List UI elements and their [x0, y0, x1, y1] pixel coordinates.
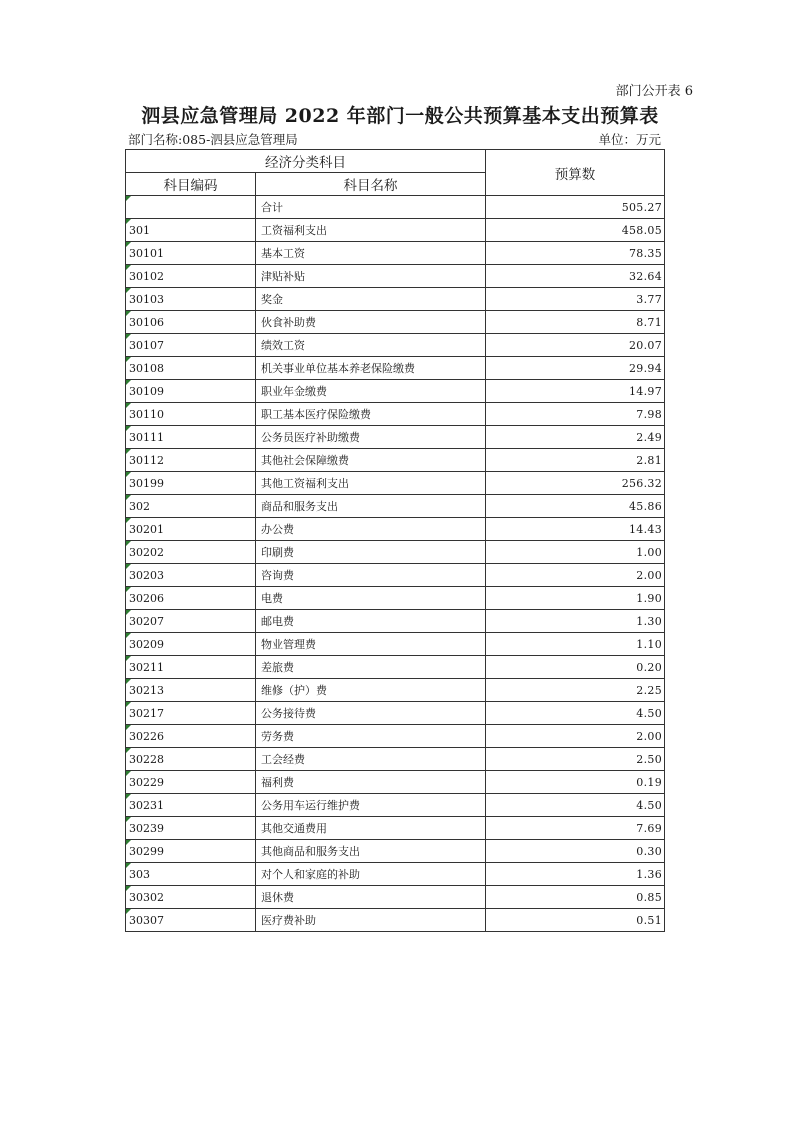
subject-name-cell: 公务员医疗补助缴费 — [256, 426, 486, 449]
table-row — [126, 771, 665, 794]
subject-code-cell: 30299 — [126, 840, 256, 863]
subject-code-cell: 30239 — [126, 817, 256, 840]
budget-table — [125, 149, 665, 932]
subject-code-cell: 30226 — [126, 725, 256, 748]
table-row — [126, 380, 665, 403]
subject-code-cell: 303 — [126, 863, 256, 886]
table-row — [126, 748, 665, 771]
budget-amount-cell: 2.81 — [486, 449, 665, 472]
subject-code-cell: 30213 — [126, 679, 256, 702]
subject-code-cell: 30229 — [126, 771, 256, 794]
budget-amount-cell: 2.25 — [486, 679, 665, 702]
subject-code-cell: 30111 — [126, 426, 256, 449]
table-row — [126, 196, 665, 219]
subject-name-cell: 机关事业单位基本养老保险缴费 — [256, 357, 486, 380]
table-row — [126, 541, 665, 564]
department-name: 部门名称:085-泗县应急管理局 — [128, 132, 298, 147]
table-row — [126, 219, 665, 242]
subject-name-cell: 劳务费 — [256, 725, 486, 748]
subject-name-cell: 工资福利支出 — [256, 219, 486, 242]
budget-amount-cell: 1.36 — [486, 863, 665, 886]
subject-name-cell: 商品和服务支出 — [256, 495, 486, 518]
subject-code-cell: 30201 — [126, 518, 256, 541]
table-row — [126, 587, 665, 610]
subject-code-cell: 30307 — [126, 909, 256, 932]
table-body — [126, 196, 665, 932]
budget-amount-cell: 1.30 — [486, 610, 665, 633]
subject-name-cell: 公务用车运行维护费 — [256, 794, 486, 817]
subject-name-cell: 退休费 — [256, 886, 486, 909]
subject-name-cell: 公务接待费 — [256, 702, 486, 725]
subject-name-cell: 差旅费 — [256, 656, 486, 679]
table-row — [126, 564, 665, 587]
budget-amount-cell: 29.94 — [486, 357, 665, 380]
subject-name-cell: 工会经费 — [256, 748, 486, 771]
subject-name-cell: 维修（护）费 — [256, 679, 486, 702]
budget-amount-cell: 2.00 — [486, 564, 665, 587]
subject-name-cell: 奖金 — [256, 288, 486, 311]
subject-name-cell: 印刷费 — [256, 541, 486, 564]
subject-name-cell: 职工基本医疗保险缴费 — [256, 403, 486, 426]
table-row — [126, 449, 665, 472]
subject-code-cell: 30112 — [126, 449, 256, 472]
table-row — [126, 702, 665, 725]
subject-code-cell: 30207 — [126, 610, 256, 633]
subject-name-cell: 其他交通费用 — [256, 817, 486, 840]
budget-amount-cell: 1.00 — [486, 541, 665, 564]
subject-code-cell: 30102 — [126, 265, 256, 288]
budget-amount-cell: 32.64 — [486, 265, 665, 288]
budget-amount-cell: 14.43 — [486, 518, 665, 541]
subject-code-cell: 30206 — [126, 587, 256, 610]
subject-name-cell: 其他商品和服务支出 — [256, 840, 486, 863]
table-row — [126, 909, 665, 932]
table-row — [126, 426, 665, 449]
table-row — [126, 334, 665, 357]
subject-code-cell: 30211 — [126, 656, 256, 679]
subject-name-cell: 绩效工资 — [256, 334, 486, 357]
table-row — [126, 633, 665, 656]
budget-amount-cell: 1.90 — [486, 587, 665, 610]
subject-name-cell: 电费 — [256, 587, 486, 610]
budget-amount-cell: 505.27 — [486, 196, 665, 219]
budget-amount-cell: 20.07 — [486, 334, 665, 357]
budget-amount-cell: 14.97 — [486, 380, 665, 403]
budget-amount-cell: 256.32 — [486, 472, 665, 495]
subject-name-cell: 医疗费补助 — [256, 909, 486, 932]
subject-code-cell: 30217 — [126, 702, 256, 725]
budget-amount-cell: 7.98 — [486, 403, 665, 426]
subject-name-cell: 咨询费 — [256, 564, 486, 587]
budget-amount-cell: 78.35 — [486, 242, 665, 265]
table-row — [126, 725, 665, 748]
subject-name-cell: 福利费 — [256, 771, 486, 794]
budget-amount-cell: 0.30 — [486, 840, 665, 863]
subject-code-cell: 30109 — [126, 380, 256, 403]
table-row — [126, 817, 665, 840]
subject-name-cell: 津贴补贴 — [256, 265, 486, 288]
budget-amount-cell: 3.77 — [486, 288, 665, 311]
budget-amount-cell: 2.50 — [486, 748, 665, 771]
budget-amount-cell: 0.20 — [486, 656, 665, 679]
table-row — [126, 840, 665, 863]
subject-name-cell: 基本工资 — [256, 242, 486, 265]
subject-code-cell: 30202 — [126, 541, 256, 564]
subject-name-cell: 对个人和家庭的补助 — [256, 863, 486, 886]
budget-amount-cell: 458.05 — [486, 219, 665, 242]
subject-code-cell: 30228 — [126, 748, 256, 771]
subject-code-cell: 30231 — [126, 794, 256, 817]
table-row — [126, 242, 665, 265]
subject-code-cell: 30203 — [126, 564, 256, 587]
budget-amount-cell: 0.51 — [486, 909, 665, 932]
subject-name-cell: 邮电费 — [256, 610, 486, 633]
subject-code-cell: 30106 — [126, 311, 256, 334]
subject-code-cell: 302 — [126, 495, 256, 518]
table-row — [126, 495, 665, 518]
subject-name-cell: 其他工资福利支出 — [256, 472, 486, 495]
table-number-label: 部门公开表 6 — [615, 84, 693, 99]
table-row — [126, 679, 665, 702]
table-row — [126, 357, 665, 380]
subject-name-cell: 合计 — [256, 196, 486, 219]
table-row — [126, 311, 665, 334]
subject-code-cell: 30302 — [126, 886, 256, 909]
budget-amount-cell: 4.50 — [486, 702, 665, 725]
budget-amount-cell: 0.85 — [486, 886, 665, 909]
table-row — [126, 518, 665, 541]
unit-label: 单位：万元 — [598, 132, 661, 147]
budget-amount-cell: 8.71 — [486, 311, 665, 334]
budget-amount-cell: 2.49 — [486, 426, 665, 449]
subject-name-cell: 其他社会保障缴费 — [256, 449, 486, 472]
budget-amount-cell: 4.50 — [486, 794, 665, 817]
subject-name-cell: 伙食补助费 — [256, 311, 486, 334]
header-subject-name: 科目名称 — [256, 173, 486, 196]
subject-name-cell: 办公费 — [256, 518, 486, 541]
budget-amount-cell: 45.86 — [486, 495, 665, 518]
table-row — [126, 794, 665, 817]
header-economic-classification: 经济分类科目 — [126, 150, 486, 173]
subject-code-cell: 30101 — [126, 242, 256, 265]
table-row — [126, 610, 665, 633]
subject-code-cell: 30107 — [126, 334, 256, 357]
table-row — [126, 863, 665, 886]
subject-code-cell: 30108 — [126, 357, 256, 380]
table-row — [126, 472, 665, 495]
table-meta — [128, 130, 663, 147]
table-row — [126, 265, 665, 288]
table-row — [126, 656, 665, 679]
table-row — [126, 288, 665, 311]
table-row — [126, 886, 665, 909]
budget-amount-cell: 7.69 — [486, 817, 665, 840]
subject-code-cell — [126, 196, 256, 219]
subject-name-cell: 物业管理费 — [256, 633, 486, 656]
table-row — [126, 403, 665, 426]
budget-amount-cell: 2.00 — [486, 725, 665, 748]
page-title: 泗县应急管理局 2022 年部门一般公共预算基本支出预算表 — [141, 105, 659, 127]
subject-code-cell: 30110 — [126, 403, 256, 426]
budget-amount-cell: 0.19 — [486, 771, 665, 794]
budget-amount-cell: 1.10 — [486, 633, 665, 656]
header-budget-amount: 预算数 — [486, 150, 665, 196]
header-subject-code: 科目编码 — [126, 173, 256, 196]
subject-code-cell: 30199 — [126, 472, 256, 495]
subject-code-cell: 30209 — [126, 633, 256, 656]
subject-code-cell: 301 — [126, 219, 256, 242]
subject-code-cell: 30103 — [126, 288, 256, 311]
subject-name-cell: 职业年金缴费 — [256, 380, 486, 403]
